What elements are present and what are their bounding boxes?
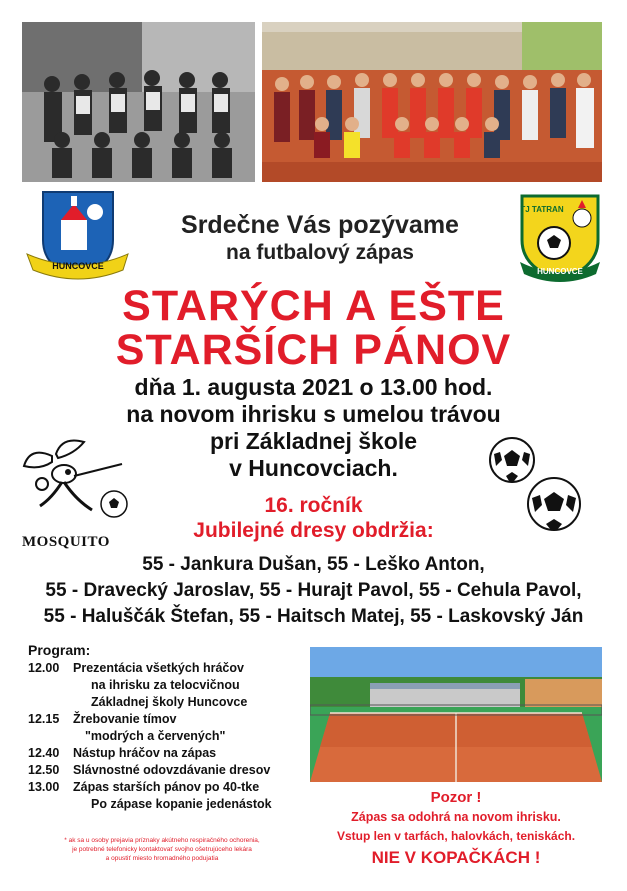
invite-line-2: na futbalový zápas — [226, 241, 414, 264]
huncovce-coat-of-arms — [25, 190, 130, 282]
current-team-photo — [262, 22, 602, 182]
footnote-line-1: * ak sa u osoby prejavia príznaky akútneho respiračného ochorenia, — [64, 837, 260, 844]
program-item-cont: Po zápase kopanie jedenástok — [91, 797, 272, 811]
program-section — [28, 640, 308, 813]
jubilee-title: Jubilejné dresy obdržia: — [193, 519, 434, 542]
program-item: 12.15 Žrebovanie tímov — [28, 712, 177, 726]
right-logo-top-text: TJ TATRAN — [520, 205, 564, 214]
mosquito-label: MOSQUITO — [22, 534, 110, 550]
footnote-line-3: a opustiť miesto hromadného podujatia — [105, 855, 219, 862]
right-logo-banner-text: HUNCOVCE — [537, 267, 583, 276]
edition-label: 16. ročník — [264, 494, 363, 517]
invite-line-1: Srdečne Vás pozývame — [181, 211, 459, 239]
notice-line-3: NIE V KOPAČKÁCH ! — [371, 848, 541, 867]
venue-line-3: v Huncovciach. — [229, 455, 398, 481]
old-team-photo — [22, 22, 255, 182]
venue-line-1: na novom ihrisku s umelou trávou — [126, 401, 501, 427]
program-item: 12.50 Slávnostné odovzdávanie dresov — [28, 763, 271, 777]
pitch-photo — [310, 647, 602, 782]
footnote-line-2: je potrebné telefonicky kontaktovať svojho ošetrujúceho lekára — [72, 846, 252, 853]
honorees-line-1: 55 - Jankura Dušan, 55 - Leško Anton, — [142, 554, 485, 575]
headline-line-2: STARŠÍCH PÁNOV — [115, 326, 512, 374]
program-item-cont: na ihrisku za telocvičnou — [91, 678, 240, 692]
notice-line-1: Zápas sa odohrá na novom ihrisku. — [351, 810, 561, 824]
honorees-line-3: 55 - Haluščák Štefan, 55 - Haitsch Matej, 55 - Laskovský Ján — [43, 606, 584, 627]
notice-line-2: Vstup len v tarfách, halovkách, teniskách. — [336, 829, 576, 843]
program-list — [28, 660, 308, 813]
program-item: 13.00 Zápas starších pánov po 40-tke — [28, 780, 260, 794]
program-title: Program: — [28, 642, 91, 658]
headline-line-1: STARÝCH A EŠTE — [122, 282, 505, 330]
program-item-cont: Základnej školy Huncovce — [91, 695, 248, 709]
program-item-cont: "modrých a červených" — [85, 729, 226, 743]
honorees-line-2: 55 - Dravecký Jaroslav, 55 - Hurajt Pavol, 55 - Cehula Pavol, — [45, 580, 582, 601]
left-logo-banner-text: HUNCOVCE — [52, 261, 104, 271]
program-item: 12.00 Prezentácia všetkých hráčov — [28, 661, 244, 675]
notice-title: Pozor ! — [430, 789, 482, 806]
program-item: 12.40 Nástup hráčov na zápas — [28, 746, 217, 760]
date-line: dňa 1. augusta 2021 o 13.00 hod. — [134, 374, 493, 400]
tatran-club-logo — [512, 188, 608, 284]
venue-line-2: pri Základnej škole — [209, 428, 418, 454]
